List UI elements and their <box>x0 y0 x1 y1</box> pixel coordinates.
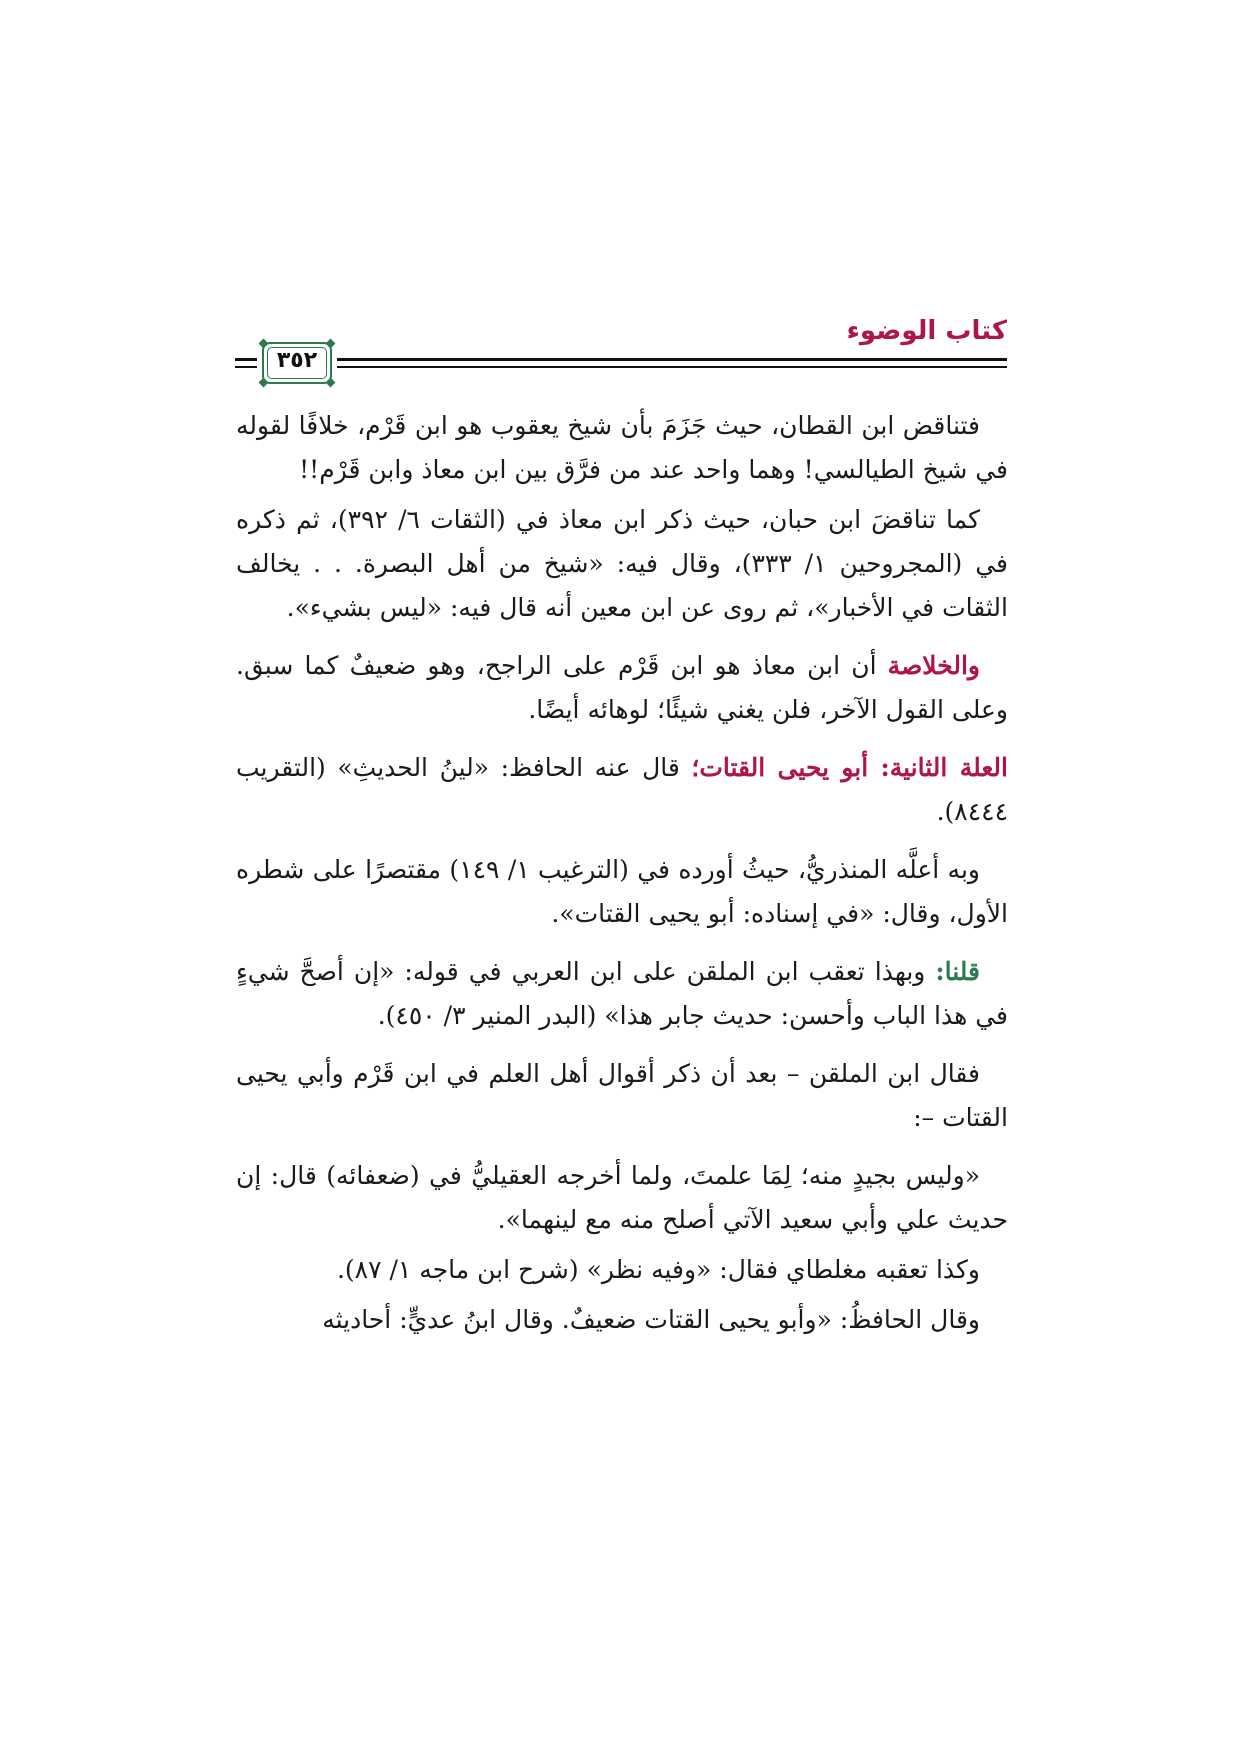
paragraph <box>236 1298 1008 1342</box>
header-rule-thin <box>337 366 1007 368</box>
note-label: قلنا: <box>935 957 980 986</box>
summary-label: والخلاصة <box>887 651 980 680</box>
header-rule-left <box>235 358 257 361</box>
body-text <box>236 404 1008 1348</box>
page-header <box>235 312 1007 382</box>
paragraph <box>236 1052 1008 1140</box>
paragraph-text: «وليس بجيدٍ منه؛ لِمَا علمتَ، ولما أخرجه العقيليُّ في (ضعفائه) قال: إن حديث علي وأبي سعيد الآتي أصلح منه مع لينهما». <box>236 1161 1008 1234</box>
paragraph-text: قال عنه الحافظ: «لينُ الحديثِ» (التقريب ٨٤٤٤). <box>236 753 1008 826</box>
paragraph-text: وبه أعلَّه المنذريُّ، حيثُ أورده في (الترغيب ١/ ١٤٩) مقتصرًا على شطره الأول، وقال: «في إسناده: أبو يحيى القتات». <box>236 855 1008 928</box>
ornament-icon <box>259 378 269 388</box>
ornament-icon <box>326 378 336 388</box>
paragraph <box>236 950 1008 1038</box>
ornament-icon <box>326 339 336 349</box>
paragraph-text: وقال الحافظُ: «وأبو يحيى القتات ضعيفٌ. وقال ابنُ عديٍّ: أحاديثه <box>322 1305 980 1334</box>
paragraph <box>236 746 1008 834</box>
header-rule <box>337 358 1007 361</box>
paragraph <box>236 404 1008 492</box>
paragraph-text: كما تناقضَ ابن حبان، حيث ذكر ابن معاذ في (الثقات ٦/ ٣٩٢)، ثم ذكره في (المجروحين ١/ ٣٣٣)، وقال فيه: «شيخ من أهل البصرة. . . يخالف الثقات في الأخبار»، ثم روى عن ابن معين أنه قال فيه: «ليس بشيء». <box>236 505 1008 622</box>
paragraph-text: وكذا تعقبه مغلطاي فقال: «وفيه نظر» (شرح ابن ماجه ١/ ٨٧). <box>336 1255 980 1284</box>
section-heading: العلة الثانية: أبو يحيى القتات؛ <box>691 753 1008 782</box>
book-title: كتاب الوضوء <box>846 316 1007 346</box>
page-number-frame <box>262 342 332 384</box>
paragraph <box>236 848 1008 936</box>
paragraph-text: وبهذا تعقب ابن الملقن على ابن العربي في قوله: «إن أصحَّ شيءٍ في هذا الباب وأحسن: حديث جابر هذا» (البدر المنير ٣/ ٤٥٠). <box>236 957 1008 1030</box>
paragraph-text: فتناقض ابن القطان، حيث جَزَمَ بأن شيخ يعقوب هو ابن قَرْم، خلافًا لقوله في شيخ الطيالسي! وهما واحد عند من فرَّق بين ابن معاذ وابن قَرْم!! <box>236 411 1008 484</box>
paragraph <box>236 644 1008 732</box>
ornament-icon <box>259 339 269 349</box>
paragraph <box>236 498 1008 630</box>
quote-paragraph <box>236 1154 1008 1242</box>
paragraph-text: أن ابن معاذ هو ابن قَرْم على الراجح، وهو ضعيفٌ كما سبق. وعلى القول الآخر، فلن يغني شيئًا؛ لوهائه أيضًا. <box>236 651 1008 724</box>
paragraph <box>236 1248 1008 1292</box>
paragraph-text: فقال ابن الملقن – بعد أن ذكر أقوال أهل العلم في ابن قَرْم وأبي يحيى القتات –: <box>236 1059 1008 1132</box>
page-number: ٣٥٢ <box>276 348 318 373</box>
header-rule-left-thin <box>235 366 257 368</box>
